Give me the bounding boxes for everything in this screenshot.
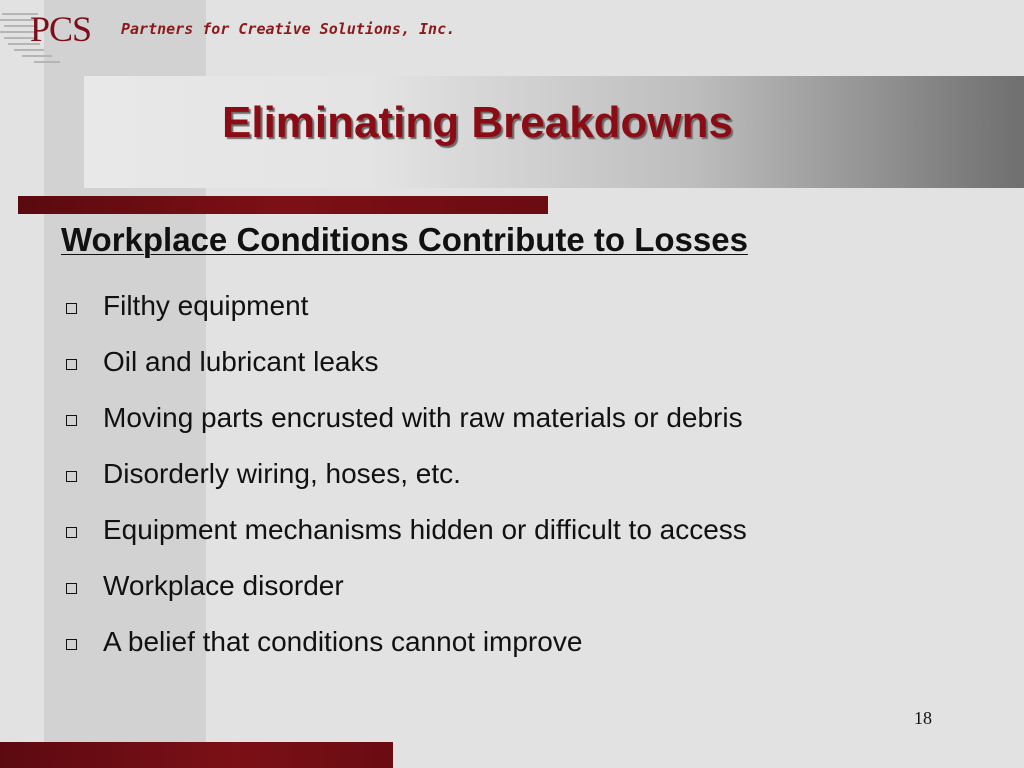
bullet-item (64, 614, 747, 670)
bullet-text: A belief that conditions cannot improve (103, 626, 583, 657)
bullet-item (64, 278, 747, 334)
bullet-text: Workplace disorder (103, 570, 344, 601)
bullet-item (64, 446, 747, 502)
bullet-list (64, 278, 747, 670)
slide-subtitle: Workplace Conditions Contribute to Losses (61, 221, 748, 258)
bullet-item (64, 334, 747, 390)
footer-bar (0, 742, 393, 768)
bullet-item (64, 502, 747, 558)
bullet-text: Oil and lubricant leaks (103, 346, 379, 377)
logo-text: PCS (30, 9, 92, 49)
company-name: Partners for Creative Solutions, Inc. (121, 20, 456, 38)
title-divider-bar (18, 196, 548, 214)
bullet-text: Filthy equipment (103, 290, 309, 321)
checkbox-square-icon (66, 415, 77, 426)
slide-title: Eliminating Breakdowns (222, 98, 733, 147)
checkbox-square-icon (66, 303, 77, 314)
checkbox-square-icon (66, 583, 77, 594)
checkbox-square-icon (66, 471, 77, 482)
bullet-text: Moving parts encrusted with raw materials or debris (103, 402, 743, 433)
bullet-text: Disorderly wiring, hoses, etc. (103, 458, 461, 489)
bullet-text: Equipment mechanisms hidden or difficult to access (103, 514, 747, 545)
page-number: 18 (914, 708, 932, 728)
company-logo (0, 0, 112, 66)
bullet-item (64, 390, 747, 446)
checkbox-square-icon (66, 639, 77, 650)
checkbox-square-icon (66, 527, 77, 538)
checkbox-square-icon (66, 359, 77, 370)
bullet-item (64, 558, 747, 614)
